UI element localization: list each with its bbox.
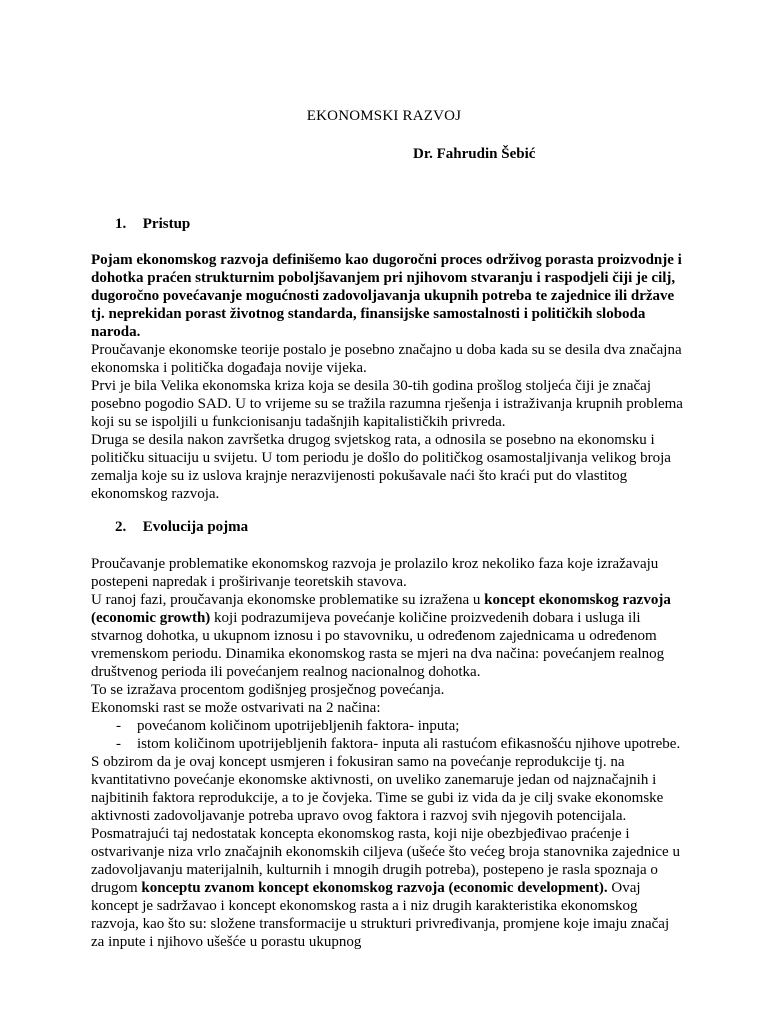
bold-term: konceptu zvanom koncept ekonomskog razvoja (economic development). [141,880,608,896]
bold-term: koncept ekonomskog razvoja (economic growth) [91,592,671,626]
paragraph [91,825,683,951]
list-item [91,717,683,735]
section-1-body [91,251,683,503]
list-item [91,735,683,753]
dash-bullet: - [116,718,121,734]
paragraph: Proučavanje problematike ekonomskog razvoja je prolazilo kroz nekoliko faza koje izražavaju postepeni napredak i proširivanje teoretskih stavova. [91,556,659,590]
section-2-title: Evolucija pojma [142,519,249,535]
section-1-heading [115,216,190,233]
paragraph: Prvi je bila Velika ekonomska kriza koja se desila 30-tih godina prošlog stoljeća čiji je značaj posebno pogodio SAD. U to vrijeme su se tražila razumna rješenja i istraživanja krupnih problema koji su se ispoljili u funkcionisanju tadašnjih kapitalističkih privreda. [91,378,683,430]
author-name: Dr. Fahrudin Šebić [413,146,536,162]
paragraph: Proučavanje ekonomske teorije postalo je posebno značajno u doba kada su se desila dva značajna ekonomska i politička događaja novije vijeka. [91,342,682,376]
definition-paragraph: Pojam ekonomskog razvoja definišemo kao dugoročni proces održivog porasta proizvodnje i dohotka praćen strukturnim poboljšavanjem pri njihovom stvaranju i raspodjeli čiji je cilj, dugoročno povećavanje mogućnosti zadovoljavanja ukupnih potreba te zajednice ili države tj. neprekidan porast životnog standarda, finansijske samostalnosti i političkih sloboda naroda. [91,252,682,340]
paragraph-text: koji podrazumijeva povećanje količine proizvedenih dobara i usluga ili stvarnog dohotka, u ukupnom iznosu i po stavovniku, u određenom zajednicama u određenom vremenskom periodu. Dinamika ekonomskog rasta se mjeri na dva načina: povećanjem realnog društvenog perioda ili povećanjem realnog nacionalnog dohotka. [91,610,665,680]
section-2-body [91,555,683,951]
paragraph [91,591,683,681]
list-item-text: povećanom količinom upotrijebljenih faktora- inputa; [137,718,460,734]
paragraph: To se izražava procentom godišnjeg prosječnog povećanja. [91,682,445,698]
section-2-number: 2. [115,519,127,535]
paragraph-text: Posmatrajući taj nedostatak koncepta ekonomskog rasta, koji nije obezbjeđivao praćenje i ostvarivanje niza vrlo značajnih ekonomskih ciljeva (ušeće što većeg broja stanovnika zajednice u zadovoljavanju materijalnih, kulturnih i mnogih drugih potreba), postepeno je rasla spoznaja o drugom [91,826,680,896]
section-1-number: 1. [115,216,127,232]
dash-bullet: - [116,736,121,752]
paragraph: Druga se desila nakon završetka drugog svjetskog rata, a odnosila se posebno na ekonomsku i političku situaciju u svijetu. U tom periodu je došlo do političkog osamostaljivanja velikog broja zemalja koje su iz uslova krajnje nerazvijenosti pokušavale naći što kraći put do vlastitog ekonomskog razvoja. [91,432,671,502]
section-2-heading [115,519,248,536]
paragraph-text: U ranoj fazi, proučavanja ekonomske problematike su izražena u [91,592,485,608]
paragraph: Ekonomski rast se može ostvarivati na 2 načina: [91,700,381,716]
paragraph-text: Ovaj koncept je sadržavao i koncept ekonomskog rasta a i niz drugih karakteristika ekonomskog razvoja, kao što su: složene transformacije u strukturi privređivanja, promjene koje imaju značaj za inpute i njihovo ušešće u porastu ukupnog [91,880,670,950]
bullet-list [91,717,683,753]
list-item-text: istom količinom upotrijebljenih faktora- inputa ali rastućom efikasnošću njihove upotrebe. [137,736,681,752]
section-1-title: Pristup [142,216,191,232]
document-title: EKONOMSKI RAZVOJ [306,108,462,124]
paragraph: S obzirom da je ovaj koncept usmjeren i fokusiran samo na povećanje reprodukcije tj. na kvantitativno povećanje ekonomske aktivnosti, on uveliko zanemaruje jedan od najznačajnih i najbitinih faktora reprodukcije, a to je čovjeka. Time se gubi iz vida da je cilj svake ekonomske aktivnosti zadovoljavanje potreba upravo ovog faktora i razvoj svih njegovih potencijala. [91,754,664,824]
